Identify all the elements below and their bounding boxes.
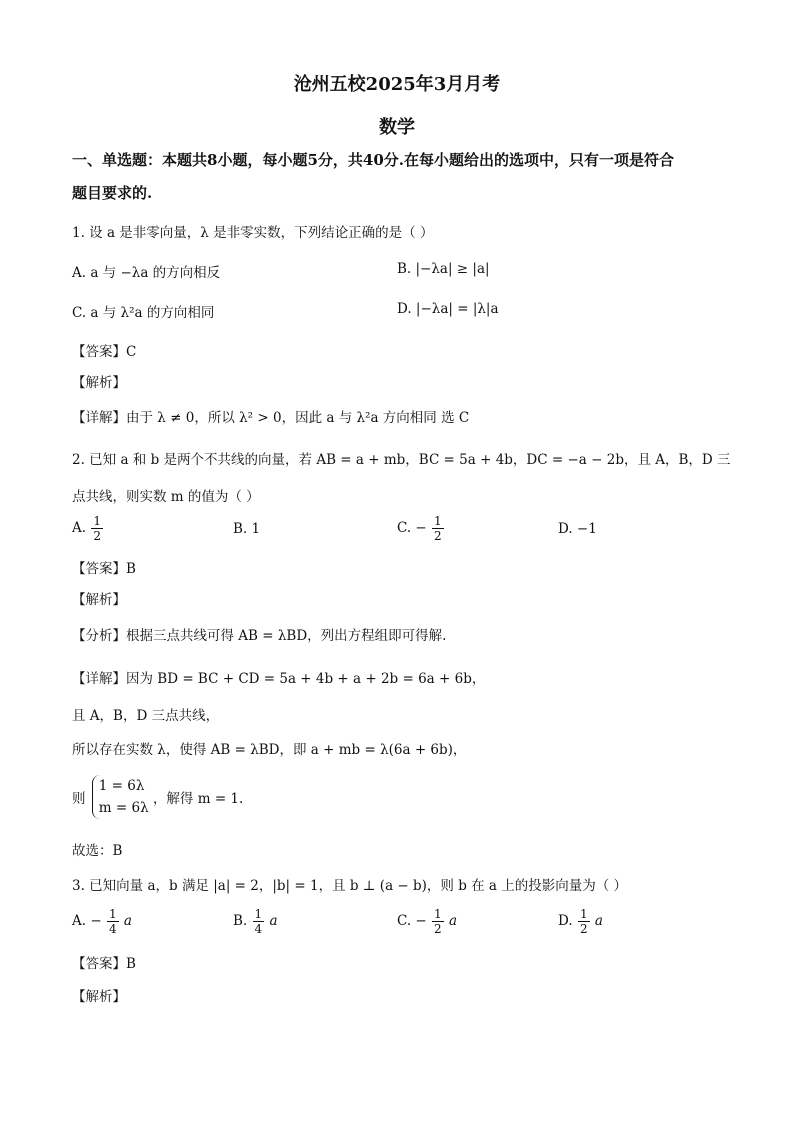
q1-analysis-label: 【解析】 bbox=[72, 375, 126, 391]
q1-detail: 【详解】由于 λ ≠ 0，所以 λ² > 0，因此 a 与 λ²a 方向相同 选 C bbox=[72, 410, 470, 426]
q3-option-a bbox=[72, 907, 132, 936]
q2-option-c-num: 1 bbox=[434, 514, 442, 528]
q1-option-d: D. |−λa| = |λ|a bbox=[397, 301, 499, 317]
q3-option-d-var: a bbox=[594, 913, 603, 929]
section-heading-line2: 题目要求的. bbox=[72, 184, 153, 202]
q3-option-c-num: 1 bbox=[434, 907, 442, 921]
q2-detail-1: 【详解】因为 BD = BC + CD = 5a + 4b + a + 2b = 6a + 6b， bbox=[72, 671, 486, 687]
q3-option-d bbox=[558, 907, 603, 936]
q3-stem: 3. 已知向量 a，b 满足 |a| = 2，|b| = 1，且 b ⊥ (a − b)，则 b 在 a 上的投影向量为（ ） bbox=[72, 878, 628, 894]
subject-title: 数学 bbox=[379, 117, 415, 138]
q2-option-a-den: 2 bbox=[93, 529, 101, 543]
q2-option-d: D. −1 bbox=[558, 521, 597, 537]
q3-option-a-den: 4 bbox=[108, 922, 117, 936]
q2-detail-4-suffix: ，解得 m = 1. bbox=[152, 791, 244, 807]
q3-option-b-label: B. bbox=[233, 913, 248, 929]
q3-option-d-den: 2 bbox=[579, 922, 588, 936]
q3-option-d-num: 1 bbox=[579, 907, 588, 921]
q1-stem: 1. 设 a 是非零向量，λ 是非零实数，下列结论正确的是（ ） bbox=[72, 225, 434, 241]
q1-option-b: B. |−λa| ≥ |a| bbox=[397, 261, 490, 277]
q2-detail-3: 所以存在实数 λ，使得 AB = λBD，即 a + mb = λ(6a + 6b)， bbox=[72, 742, 467, 758]
q2-option-a-label: A. bbox=[72, 520, 87, 536]
q2-eq1: 1 = 6λ bbox=[98, 778, 145, 794]
q1-option-c: C. a 与 λ²a 的方向相同 bbox=[72, 305, 215, 321]
q3-option-b-var: a bbox=[269, 913, 278, 929]
q3-option-c-den: 2 bbox=[434, 922, 442, 936]
q3-option-b-den: 4 bbox=[254, 922, 263, 936]
q2-choose: 故选：B bbox=[72, 843, 123, 859]
q2-option-a-fraction bbox=[91, 514, 103, 543]
q3-analysis-label: 【解析】 bbox=[72, 989, 126, 1005]
section-heading-line1: 一、单选题：本题共8小题，每小题5分，共40分.在每小题给出的选项中，只有一项是符合 bbox=[72, 151, 674, 169]
page-title: 沧州五校2025年3月月考 bbox=[293, 74, 501, 95]
q2-analysis-label: 【解析】 bbox=[72, 592, 126, 608]
q2-detail-4-prefix: 则 bbox=[72, 791, 86, 807]
q2-answer: 【答案】B bbox=[72, 561, 136, 577]
q3-option-d-fraction bbox=[578, 907, 590, 936]
q3-option-c-var: a bbox=[448, 913, 458, 929]
q3-option-c-fraction bbox=[432, 907, 444, 936]
q3-option-b-num: 1 bbox=[254, 907, 263, 921]
q3-option-c bbox=[397, 907, 457, 936]
q3-option-b bbox=[233, 907, 278, 936]
q2-equation-system bbox=[92, 775, 149, 819]
q2-stem-line2: 点共线，则实数 m 的值为（ ） bbox=[72, 489, 260, 505]
q2-eq2: m = 6λ bbox=[98, 800, 149, 816]
q2-option-c-label: C. − bbox=[397, 520, 427, 536]
q3-option-a-fraction bbox=[107, 907, 119, 936]
q3-option-a-label: A. − bbox=[72, 913, 102, 929]
q2-option-c-den: 2 bbox=[434, 529, 442, 543]
q2-stem-line1: 2. 已知 a 和 b 是两个不共线的向量，若 AB = a + mb，BC = 5a + 4b，DC = −a − 2b，且 A，B，D 三 bbox=[72, 452, 731, 468]
q2-detail-4 bbox=[72, 775, 243, 819]
q3-answer: 【答案】B bbox=[72, 956, 136, 972]
q3-option-a-var: a bbox=[123, 913, 132, 929]
q2-option-a-num: 1 bbox=[93, 514, 101, 528]
q2-option-c bbox=[397, 514, 445, 543]
q1-answer: 【答案】C bbox=[72, 344, 137, 360]
q2-option-c-fraction bbox=[432, 514, 444, 543]
q2-option-b: B. 1 bbox=[233, 521, 261, 537]
q2-option-a bbox=[72, 514, 104, 543]
q3-option-d-label: D. bbox=[558, 913, 573, 929]
q3-option-b-fraction bbox=[253, 907, 265, 936]
q1-option-a: A. a 与 −λa 的方向相反 bbox=[72, 265, 221, 281]
q2-detail-2: 且 A，B，D 三点共线， bbox=[72, 708, 220, 724]
q2-fenxi: 【分析】根据三点共线可得 AB = λBD，列出方程组即可得解. bbox=[72, 628, 447, 644]
q3-option-a-num: 1 bbox=[108, 907, 117, 921]
q3-option-c-label: C. − bbox=[397, 913, 427, 929]
